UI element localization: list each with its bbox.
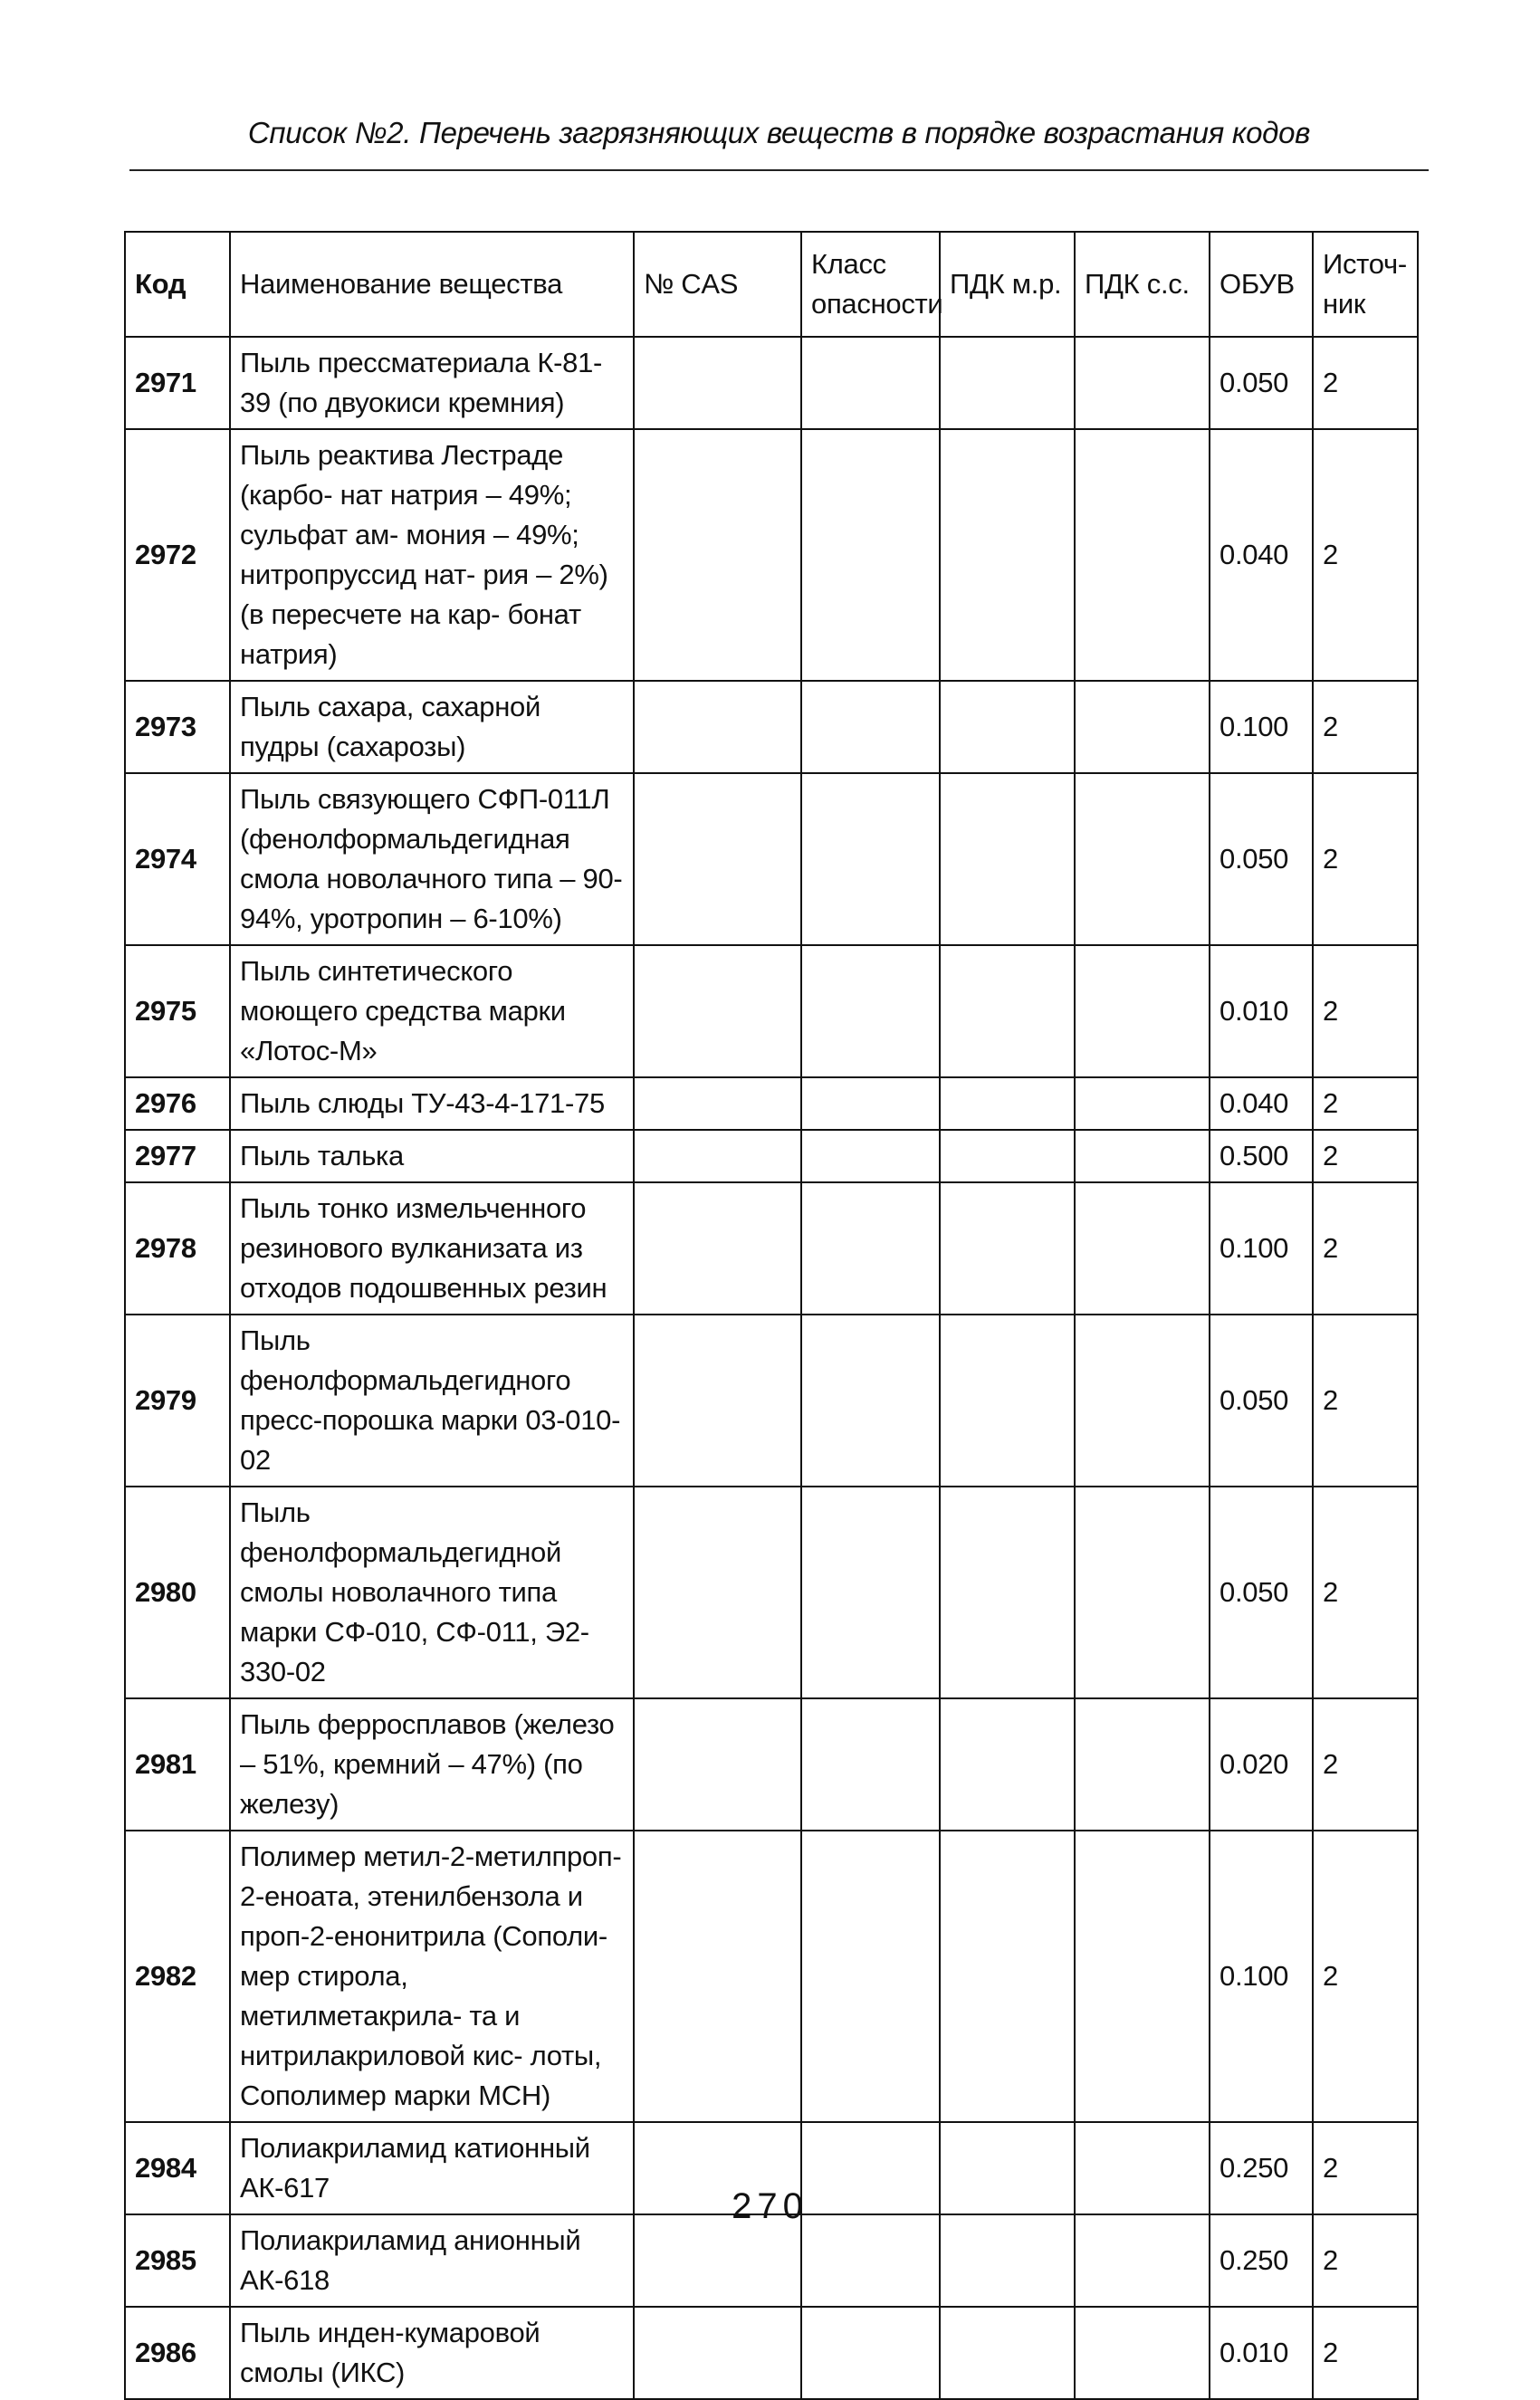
source-cell: 2 <box>1313 1130 1418 1182</box>
code-cell: 2982 <box>125 1831 230 2122</box>
name-cell: Пыль фенолформальдегидного пресс-порошка марки 03-010-02 <box>230 1315 634 1487</box>
pdk-ss-cell <box>1075 1698 1210 1831</box>
obuv-cell: 0.050 <box>1210 773 1313 945</box>
column-header-source: Источ- ник <box>1313 232 1418 337</box>
name-cell: Полимер метил-2-метилпроп- 2-еноата, этенилбензола и проп-2-енонитрила (Сополи- мер стирола, метилметакрила- та и нитрилакриловой кис- лоты, Сополимер марки МСН) <box>230 1831 634 2122</box>
table-row <box>125 1315 1418 1487</box>
code-cell: 2978 <box>125 1182 230 1315</box>
source-cell: 2 <box>1313 429 1418 681</box>
code-cell: 2977 <box>125 1130 230 1182</box>
pdk-mr-cell <box>940 1831 1075 2122</box>
pdk-mr-cell <box>940 945 1075 1077</box>
obuv-cell: 0.040 <box>1210 1077 1313 1130</box>
code-cell: 2972 <box>125 429 230 681</box>
name-cell: Пыль синтетического моющего средства марки «Лотос-М» <box>230 945 634 1077</box>
name-cell: Пыль сахара, сахарной пудры (сахарозы) <box>230 681 634 773</box>
source-cell: 2 <box>1313 2307 1418 2399</box>
pdk-mr-cell <box>940 1130 1075 1182</box>
table-row <box>125 2307 1418 2399</box>
pdk-mr-cell <box>940 2214 1075 2307</box>
code-cell: 2981 <box>125 1698 230 1831</box>
column-header-obuv: ОБУВ <box>1210 232 1313 337</box>
pdk-mr-cell <box>940 1182 1075 1315</box>
obuv-cell: 0.100 <box>1210 1182 1313 1315</box>
code-cell: 2971 <box>125 337 230 429</box>
hazard-class-cell <box>801 1130 940 1182</box>
table-row <box>125 1487 1418 1698</box>
hazard-class-cell <box>801 2307 940 2399</box>
obuv-cell: 0.250 <box>1210 2122 1313 2214</box>
pdk-mr-cell <box>940 2307 1075 2399</box>
pdk-mr-cell <box>940 681 1075 773</box>
cas-cell <box>634 773 801 945</box>
source-cell: 2 <box>1313 1831 1418 2122</box>
obuv-cell: 0.010 <box>1210 2307 1313 2399</box>
pdk-mr-cell <box>940 1487 1075 1698</box>
column-header-hazard-class: Класс опасности <box>801 232 940 337</box>
source-cell: 2 <box>1313 1182 1418 1315</box>
source-cell: 2 <box>1313 1698 1418 1831</box>
table-row <box>125 1182 1418 1315</box>
pdk-ss-cell <box>1075 1487 1210 1698</box>
source-cell: 2 <box>1313 1077 1418 1130</box>
obuv-cell: 0.050 <box>1210 1487 1313 1698</box>
pdk-ss-cell <box>1075 337 1210 429</box>
name-cell: Пыль слюды ТУ-43-4-171-75 <box>230 1077 634 1130</box>
name-cell: Пыль фенолформальдегидной смолы новолачного типа марки СФ-010, СФ-011, Э2-330-02 <box>230 1487 634 1698</box>
code-cell: 2984 <box>125 2122 230 2214</box>
hazard-class-cell <box>801 773 940 945</box>
cas-cell <box>634 2307 801 2399</box>
cas-cell <box>634 337 801 429</box>
pdk-mr-cell <box>940 1077 1075 1130</box>
pdk-ss-cell <box>1075 773 1210 945</box>
code-cell: 2974 <box>125 773 230 945</box>
table-row <box>125 429 1418 681</box>
cas-cell <box>634 1698 801 1831</box>
cas-cell <box>634 1315 801 1487</box>
pdk-mr-cell <box>940 429 1075 681</box>
code-cell: 2980 <box>125 1487 230 1698</box>
table-row <box>125 337 1418 429</box>
code-cell: 2985 <box>125 2214 230 2307</box>
name-cell: Полиакриламид катионный АК-617 <box>230 2122 634 2214</box>
name-cell: Полиакриламид анионный АК-618 <box>230 2214 634 2307</box>
hazard-class-cell <box>801 1077 940 1130</box>
obuv-cell: 0.020 <box>1210 1698 1313 1831</box>
pdk-ss-cell <box>1075 1831 1210 2122</box>
pdk-mr-cell <box>940 1698 1075 1831</box>
cas-cell <box>634 681 801 773</box>
source-cell: 2 <box>1313 2214 1418 2307</box>
hazard-class-cell <box>801 1698 940 1831</box>
source-cell: 2 <box>1313 945 1418 1077</box>
cas-cell <box>634 1130 801 1182</box>
source-cell: 2 <box>1313 2122 1418 2214</box>
name-cell: Пыль прессматериала К-81-39 (по двуокиси кремния) <box>230 337 634 429</box>
obuv-cell: 0.250 <box>1210 2214 1313 2307</box>
source-cell: 2 <box>1313 1315 1418 1487</box>
obuv-cell: 0.040 <box>1210 429 1313 681</box>
name-cell: Пыль талька <box>230 1130 634 1182</box>
column-header-name: Наименование вещества <box>230 232 634 337</box>
source-cell: 2 <box>1313 681 1418 773</box>
cas-cell <box>634 945 801 1077</box>
table-header <box>125 232 1418 337</box>
pdk-ss-cell <box>1075 429 1210 681</box>
cas-cell <box>634 1487 801 1698</box>
table-row <box>125 2214 1418 2307</box>
code-cell: 2973 <box>125 681 230 773</box>
obuv-cell: 0.100 <box>1210 1831 1313 2122</box>
hazard-class-cell <box>801 1487 940 1698</box>
pdk-ss-cell <box>1075 1077 1210 1130</box>
cas-cell <box>634 2214 801 2307</box>
name-cell: Пыль тонко измельченного резинового вулканизата из отходов подошвенных резин <box>230 1182 634 1315</box>
source-cell: 2 <box>1313 773 1418 945</box>
table-row <box>125 681 1418 773</box>
cas-cell <box>634 1831 801 2122</box>
substances-table <box>124 231 1419 2400</box>
header-divider <box>129 169 1429 171</box>
header-row <box>125 232 1418 337</box>
code-cell: 2986 <box>125 2307 230 2399</box>
name-cell: Пыль реактива Лестраде (карбо- нат натрия – 49%; сульфат ам- мония – 49%; нитропруссид нат- рия – 2%) (в пересчете на кар- бонат натрия) <box>230 429 634 681</box>
hazard-class-cell <box>801 1315 940 1487</box>
name-cell: Пыль инден-кумаровой смолы (ИКС) <box>230 2307 634 2399</box>
hazard-class-cell <box>801 429 940 681</box>
cas-cell <box>634 429 801 681</box>
obuv-cell: 0.010 <box>1210 945 1313 1077</box>
code-cell: 2975 <box>125 945 230 1077</box>
column-header-pdk-mr: ПДК м.р. <box>940 232 1075 337</box>
page-number: 270 <box>732 2186 808 2226</box>
cas-cell <box>634 1182 801 1315</box>
table-row <box>125 1077 1418 1130</box>
code-cell: 2979 <box>125 1315 230 1487</box>
column-header-pdk-ss: ПДК с.с. <box>1075 232 1210 337</box>
name-cell: Пыль связующего СФП-011Л (фенолформальдегидная смола новолачного типа – 90-94%, уротропин – 6-10%) <box>230 773 634 945</box>
hazard-class-cell <box>801 945 940 1077</box>
table-row <box>125 945 1418 1077</box>
pdk-ss-cell <box>1075 1130 1210 1182</box>
table-row <box>125 1831 1418 2122</box>
source-cell: 2 <box>1313 1487 1418 1698</box>
name-cell: Пыль ферросплавов (железо – 51%, кремний – 47%) (по железу) <box>230 1698 634 1831</box>
table-row <box>125 773 1418 945</box>
hazard-class-cell <box>801 2214 940 2307</box>
page-header-title: Список №2. Перечень загрязняющих веществ в порядке возрастания кодов <box>247 116 1311 149</box>
pdk-mr-cell <box>940 1315 1075 1487</box>
pdk-ss-cell <box>1075 945 1210 1077</box>
pdk-ss-cell <box>1075 1315 1210 1487</box>
column-header-cas: № CAS <box>634 232 801 337</box>
obuv-cell: 0.500 <box>1210 1130 1313 1182</box>
obuv-cell: 0.100 <box>1210 681 1313 773</box>
table-row <box>125 1698 1418 1831</box>
pdk-ss-cell <box>1075 2214 1210 2307</box>
hazard-class-cell <box>801 337 940 429</box>
hazard-class-cell <box>801 681 940 773</box>
pdk-ss-cell <box>1075 681 1210 773</box>
obuv-cell: 0.050 <box>1210 337 1313 429</box>
code-cell: 2976 <box>125 1077 230 1130</box>
pdk-ss-cell <box>1075 1182 1210 1315</box>
obuv-cell: 0.050 <box>1210 1315 1313 1487</box>
pdk-mr-cell <box>940 337 1075 429</box>
source-cell: 2 <box>1313 337 1418 429</box>
column-header-code: Код <box>125 232 230 337</box>
pdk-mr-cell <box>940 773 1075 945</box>
hazard-class-cell <box>801 1831 940 2122</box>
cas-cell <box>634 1077 801 1130</box>
hazard-class-cell <box>801 1182 940 1315</box>
pdk-ss-cell <box>1075 2307 1210 2399</box>
table-body <box>125 337 1418 2399</box>
table-row <box>125 1130 1418 1182</box>
